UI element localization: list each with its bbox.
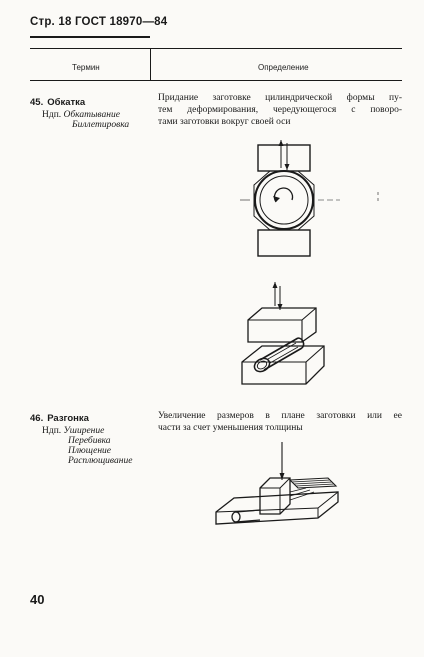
figure-rolling-isometric — [238, 280, 338, 392]
entry-number: 45. — [30, 97, 44, 108]
definition-line: части за счет уменьшения толщины — [158, 423, 303, 433]
alternative-term: Плющение — [68, 446, 112, 456]
column-header-definition: Определение — [258, 63, 309, 72]
alternative-term: Биллетировка — [72, 120, 130, 130]
term-name: Обкатка — [47, 97, 86, 108]
figure-spreading — [210, 440, 346, 532]
figure-rolling-front-view — [240, 140, 390, 265]
term-name: Разгонка — [47, 413, 89, 424]
page-header: Стр. 18 ГОСТ 18970—84 — [30, 16, 168, 28]
table-top-rule — [30, 48, 402, 49]
definition-line: тем деформирования, чередующегося с поворо- — [158, 105, 402, 115]
alternative-term: Расплющивание — [68, 456, 133, 466]
alternative-term: Обкатывание — [63, 110, 120, 120]
entry-46-term — [30, 408, 150, 466]
entry-45-definition — [158, 92, 402, 128]
page-number: 40 — [30, 592, 45, 607]
definition-line: Увеличение размеров в плане заготовки или ее — [158, 411, 402, 421]
definition-line: Придание заготовке цилиндрической формы пу- — [158, 93, 402, 103]
entry-45-term — [30, 92, 150, 130]
ndp-prefix: Ндп. — [42, 426, 62, 436]
alternative-term: Уширение — [63, 426, 105, 436]
column-header-term: Термин — [72, 63, 100, 72]
header-underline — [30, 36, 150, 38]
column-divider — [150, 48, 151, 81]
entry-46-definition — [158, 410, 402, 434]
entry-number: 46. — [30, 413, 44, 424]
ndp-prefix: Ндп. — [42, 110, 62, 120]
table-header-bottom-rule — [30, 80, 402, 81]
alternative-term: Перебивка — [68, 436, 111, 446]
definition-line: тами заготовки вокруг своей оси — [158, 117, 291, 127]
